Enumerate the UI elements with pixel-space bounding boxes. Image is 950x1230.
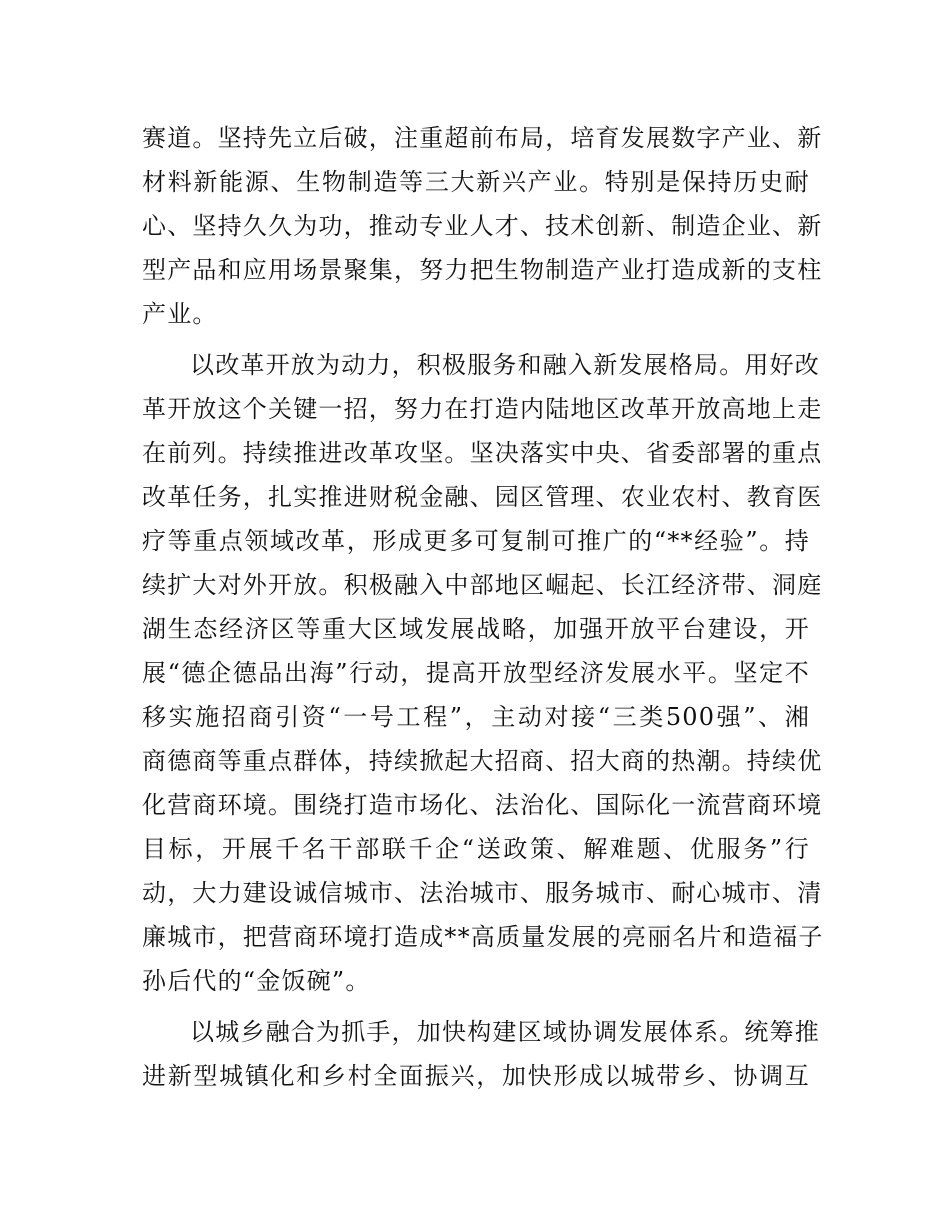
paragraph-2-line-5: 疗等重点领域改革，形成更多可复制可推广的“**经验”。持 xyxy=(142,527,810,555)
paragraph-1-line-1: 赛道。坚持先立后破，注重超前布局，培育发展数字产业、新 xyxy=(142,124,823,152)
paragraph-2-line-12: 目标，开展千名干部联千企“送政策、解难题、优服务”行 xyxy=(142,835,810,863)
paragraph-2-line-9: 移实施招商引资“一号工程”，主动对接“三类500强”、湘 xyxy=(142,703,810,731)
paragraph-3-line-2: 进新型城镇化和乡村全面振兴，加快形成以城带乡、协调互 xyxy=(142,1062,810,1090)
paragraph-1-line-5: 产业。 xyxy=(142,300,218,328)
paragraph-2-line-15: 孙后代的“金饭碗”。 xyxy=(142,967,371,995)
paragraph-1-line-4: 型产品和应用场景聚集，努力把生物制造产业打造成新的支柱 xyxy=(142,256,823,284)
paragraph-2-line-7: 湖生态经济区等重大区域发展战略，加强开放平台建设，开 xyxy=(142,615,810,643)
paragraph-2-line-1: 以改革开放为动力，积极服务和融入新发展格局。用好改 xyxy=(190,351,820,379)
paragraph-2-line-6: 续扩大对外开放。积极融入中部地区崛起、长江经济带、洞庭 xyxy=(142,571,823,599)
paragraph-2-line-13: 动，大力建设诚信城市、法治城市、服务城市、耐心城市、清 xyxy=(142,879,823,907)
paragraph-2-line-10: 商德商等重点群体，持续掀起大招商、招大商的热潮。持续优 xyxy=(142,747,823,775)
paragraph-2-line-2: 革开放这个关键一招，努力在打造内陆地区改革开放高地上走 xyxy=(142,395,823,423)
paragraph-2-line-3: 在前列。持续推进改革攻坚。坚决落实中央、省委部署的重点 xyxy=(142,439,823,467)
paragraph-2-line-4: 改革任务，扎实推进财税金融、园区管理、农业农村、教育医 xyxy=(142,483,823,511)
paragraph-2-line-11: 化营商环境。围绕打造市场化、法治化、国际化一流营商环境 xyxy=(142,791,823,819)
paragraph-1-line-2: 材料新能源、生物制造等三大新兴产业。特别是保持历史耐 xyxy=(142,168,810,196)
paragraph-2-line-14: 廉城市，把营商环境打造成**高质量发展的亮丽名片和造福子 xyxy=(142,923,824,951)
paragraph-2-line-8: 展“德企德品出海”行动，提高开放型经济发展水平。坚定不 xyxy=(142,659,810,687)
paragraph-3-line-1: 以城乡融合为抓手，加快构建区域协调发展体系。统筹推 xyxy=(190,1018,820,1046)
paragraph-1-line-3: 心、坚持久久为功，推动专业人才、技术创新、制造企业、新 xyxy=(142,212,823,240)
